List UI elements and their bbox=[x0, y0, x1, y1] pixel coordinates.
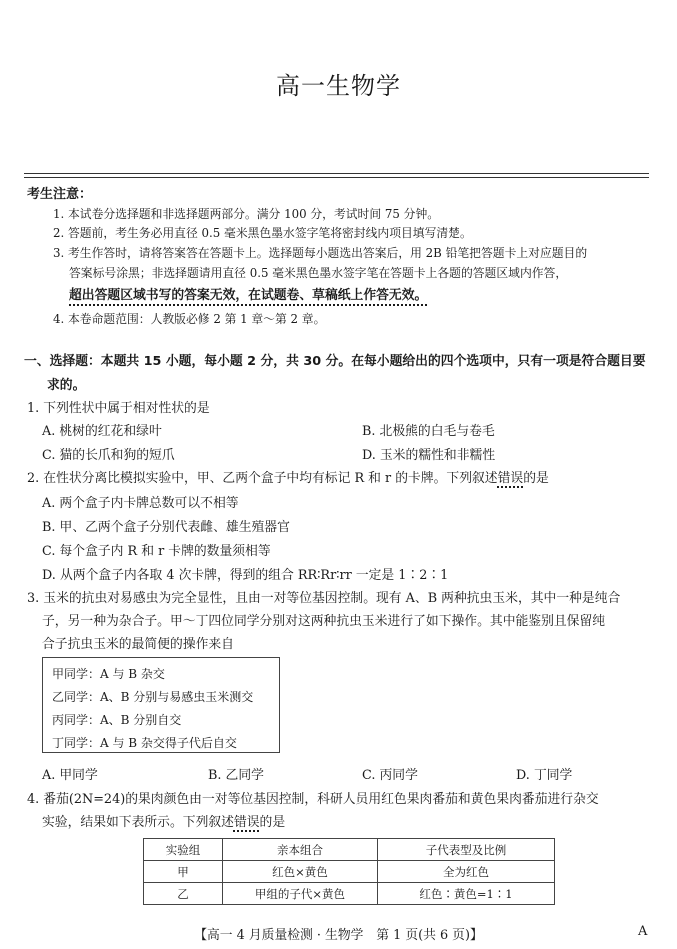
q2-option-b: B. 甲、乙两个盒子分别代表雌、雄生殖器官 bbox=[42, 520, 290, 535]
divider-thin bbox=[24, 177, 649, 178]
question-4-stem: 4. 番茄(2N=24)的果肉颜色由一对等位基因控制，科研人员用红色果肉番茄和黄色果肉番茄进行杂交 bbox=[27, 792, 599, 807]
table-cell: 甲 bbox=[144, 861, 223, 883]
notice-item: 4. 本卷命题范围：人教版必修 2 第 1 章～第 2 章。 bbox=[53, 312, 326, 326]
q2-option-a: A. 两个盒子内卡牌总数可以不相等 bbox=[42, 496, 239, 511]
q2-option-c: C. 每个盒子内 R 和 r 卡牌的数量须相等 bbox=[42, 544, 271, 559]
table-header: 实验组 bbox=[144, 839, 223, 861]
q1-option-b: B. 北极熊的白毛与卷毛 bbox=[362, 424, 495, 439]
table-cell: 乙 bbox=[144, 883, 223, 905]
table-cell: 红色∶黄色=1∶1 bbox=[378, 883, 555, 905]
page-footer: 【高一 4 月质量检测 · 生物学 第 1 页(共 6 页)】 bbox=[194, 928, 483, 943]
table-row bbox=[144, 883, 555, 905]
table-header: 亲本组合 bbox=[223, 839, 378, 861]
q3-option-a: A. 甲同学 bbox=[42, 768, 98, 783]
section-title: 一、选择题：本题共 15 小题，每小题 2 分，共 30 分。在每小题给出的四个选项中，只有一项是符合题目要 bbox=[24, 354, 646, 369]
table-cell: 红色×黄色 bbox=[223, 861, 378, 883]
divider-thick bbox=[24, 173, 649, 174]
paper-version: A bbox=[638, 924, 648, 939]
notice-item: 2. 答题前，考生务必用直径 0.5 毫米黑色墨水签字笔将密封线内项目填写清楚。 bbox=[53, 226, 472, 240]
emphasis-mark: 错误 bbox=[233, 815, 260, 830]
operations-box bbox=[42, 657, 280, 753]
q1-option-a: A. 桃树的红花和绿叶 bbox=[42, 424, 162, 439]
page-title: 高一生物学 bbox=[276, 72, 401, 100]
table-header-row bbox=[144, 839, 555, 861]
question-4-stem-cont: 实验，结果如下表所示。下列叙述错误的是 bbox=[42, 815, 286, 830]
question-3-stem: 3. 玉米的抗虫对易感虫为完全显性，且由一对等位基因控制。现有 A、B 两种抗虫玉米，其中一种是纯合 bbox=[27, 591, 621, 606]
q3-option-d: D. 丁同学 bbox=[516, 768, 573, 783]
question-2-stem: 2. 在性状分离比模拟实验中，甲、乙两个盒子中均有标记 R 和 r 的卡牌。下列叙述错误的是 bbox=[27, 471, 549, 486]
question-3-stem-cont: 子，另一种为杂合子。甲～丁四位同学分别对这两种抗虫玉米进行了如下操作。其中能鉴别且保留纯 bbox=[42, 614, 606, 629]
q3-option-b: B. 乙同学 bbox=[208, 768, 264, 783]
notice-heading: 考生注意： bbox=[27, 187, 93, 202]
table-cell: 全为红色 bbox=[378, 861, 555, 883]
section-title-cont: 求的。 bbox=[47, 378, 86, 393]
q2-option-d: D. 从两个盒子内各取 4 次卡牌，得到的组合 RR∶Rr∶rr 一定是 1∶2∶1 bbox=[42, 568, 449, 583]
question-1-stem: 1. 下列性状中属于相对性状的是 bbox=[27, 401, 210, 416]
question-3-stem-cont: 合子抗虫玉米的最简便的操作来自 bbox=[42, 637, 234, 652]
table-header: 子代表型及比例 bbox=[378, 839, 555, 861]
operation-item: 丁同学：A 与 B 杂交得子代后自交 bbox=[52, 736, 237, 750]
notice-item: 答案标号涂黑；非选择题请用直径 0.5 毫米黑色墨水签字笔在答题卡上各题的答题区域内作答， bbox=[69, 266, 568, 280]
q3-option-c: C. 丙同学 bbox=[362, 768, 418, 783]
q1-option-d: D. 玉米的糯性和非糯性 bbox=[362, 448, 496, 463]
notice-item: 3. 考生作答时，请将答案答在答题卡上。选择题每小题选出答案后，用 2B 铅笔把答题卡上对应题目的 bbox=[53, 246, 588, 260]
notice-item: 1. 本试卷分选择题和非选择题两部分。满分 100 分，考试时间 75 分钟。 bbox=[53, 207, 440, 221]
operation-item: 丙同学：A、B 分别自交 bbox=[52, 713, 182, 727]
table-row bbox=[144, 861, 555, 883]
operation-item: 甲同学：A 与 B 杂交 bbox=[52, 667, 165, 681]
emphasis-mark: 错误 bbox=[497, 471, 524, 486]
results-table bbox=[143, 838, 555, 905]
table-cell: 甲组的子代×黄色 bbox=[223, 883, 378, 905]
q1-option-c: C. 猫的长爪和狗的短爪 bbox=[42, 448, 175, 463]
notice-emphasis: 超出答题区域书写的答案无效，在试题卷、草稿纸上作答无效。 bbox=[69, 288, 428, 303]
operation-item: 乙同学：A、B 分别与易感虫玉米测交 bbox=[52, 690, 254, 704]
